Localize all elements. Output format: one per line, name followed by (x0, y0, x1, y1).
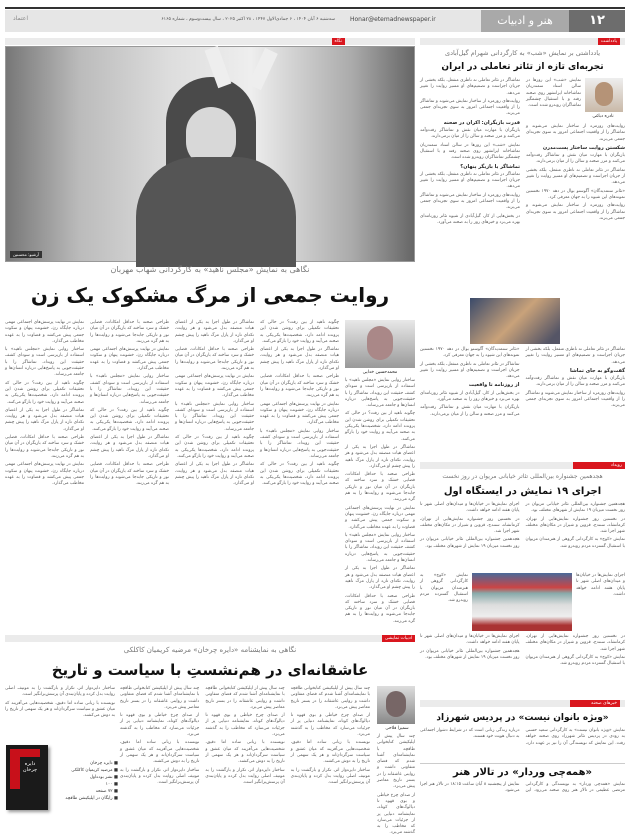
paragraph: هجدهمین جشنواره بین‌المللی تئاتر خیابانی مریوان در روز نخست میزبان ۱۹ نمایش از شهرهای مختلف بود. (420, 648, 520, 660)
paragraph: از صدای چرخ خیاطی و بوی قهوه تا دیالوگ‌های کوتاه، نمایشنامه دنیایی پر از جزئیات می‌سازد که مخاطب را به گذشته می‌برد. (377, 792, 415, 836)
paragraph: «تئاتر ستمدیدگان» آگوستو بوال در دهه ۱۹۷۰ نخستین نمونه‌های این شیوه را به جهان معرفی کرد. (420, 347, 520, 359)
author-photo (345, 320, 415, 368)
paragraph: روایت‌های روزمره از ساختار نمایش می‌شوند و تماشاگر را از واقعیت اجتماعی امروز به سوی تجربه‌ای جمعی می‌برند. (420, 98, 520, 117)
subheading: تماشاگر یا بازیگر پنهان؟ (460, 163, 520, 170)
paragraph: تماشاگر در طول اجرا به یکی از اعضای هیات منصفه بدل می‌شود و هر روایت، تکه‌ای تازه از پازل مرگ ناهید را پیش چشم او می‌گذارد. (345, 444, 415, 469)
event-body-side (576, 573, 625, 631)
paragraph: ساختار روایی نمایش «مجلس ناهید» با استفاده از بازیرسی است و سودای کشف حقیقت این رویداد، تماشاگر را با حقیقت‌جویی به پاسخ‌هایی درباره انسان‌ها و جامعه می‌رساند. (5, 347, 84, 378)
paragraph: نمایش در نهایت پرسش‌های اجتماعی مهمی درباره جایگاه زن، خشونت پنهان و سکوت جمعی پیش می‌کشد و قضاوت را به عهده مخاطب می‌گذارد. (5, 320, 84, 344)
book-info-item: ■ مرضیه کریمیان کاکلکی (71, 768, 118, 773)
paragraph: بازیگران با مهارت میان نقش و تماشاگر رفت‌وآمد می‌کنند و مرز صحنه و سالن را از میان برمی‌دارند. (526, 153, 625, 165)
paragraph: نمایش در نهایت پرسش‌های اجتماعی مهمی درباره جایگاه زن، خشونت پنهان و سکوت جمعی پیش می‌کشد و قضاوت را به عهده مخاطب می‌گذارد. (345, 505, 415, 530)
photo-credit: آرشیو: محسنین (10, 251, 42, 258)
paragraph: طراحی صحنه با حداقل امکانات، فضایی خشک و سرد ساخته که بازیگران در آن میان نور و تاریکی جابه‌جا می‌شوند و روایت‌ها را به هم گره می‌زنند. (175, 347, 254, 372)
right-body-intro (526, 78, 581, 122)
news-label-bar (420, 700, 625, 707)
paragraph: نمایش «شب» این روزها در سالن استاد سمندریان تماشاخانه ایرانشهر روی صحنه رفته و با استقبال چشمگیر تماشاگران روبه‌رو شده است. (526, 78, 581, 109)
paragraph: بازیگران با مهارت میان نقش و تماشاگر رفت‌وآمد می‌کنند و مرز صحنه و سالن را از میان برمی‌دارند. (420, 128, 520, 140)
paragraph: هجدهمین جشنواره بین‌المللی تئاتر خیابانی مریوان در روز نخست میزبان ۱۹ نمایش از شهرهای مختلف بود. (420, 537, 520, 549)
news-headline: «همه‌چی وردار» در تالار هنر (453, 767, 592, 778)
event-kicker: هجدهمین جشنواره بین‌المللی تئاتر خیابانی مریوان در روز نخست (442, 473, 603, 480)
paragraph: نمایش «شب» این روزها در سالن استاد سمندریان تماشاخانه ایرانشهر روی صحنه رفته و با استقبال چشمگیر تماشاگران روبه‌رو شده است. (420, 142, 520, 161)
paragraph: طراحی صحنه با حداقل امکانات، فضایی خشک و سرد ساخته که بازیگران در آن میان نور و تاریکی جابه‌جا می‌شوند و روایت‌ها را به هم گره می‌زنند. (5, 435, 84, 459)
paragraph: ساختار دایره‌وار اثر، تکرار و بازگشت را به موتیف اصلی روایت بدل کرده و پایان‌بندی آن پرسش‌برانگیز است. (5, 686, 115, 698)
main-headline: روایت جمعی از مرگ مشکوک یک زن (30, 283, 390, 307)
book-info-item: ■ ۱۰۰ (105, 782, 118, 787)
paragraph: ساختار روایی نمایش «مجلس ناهید» با استفاده از بازیرسی است و سودای کشف حقیقت این رویداد، تماشاگر را با حقیقت‌جویی به پاسخ‌هایی درباره انسان‌ها و جامعه می‌رساند. (345, 378, 415, 409)
paragraph: نویسنده با زبانی ساده اما دقیق، شخصیت‌هایی می‌آفریند که میان عشق و سیاست سرگردان‌اند و هر یک سهمی از تاریخ را به دوش می‌کشند. (120, 740, 200, 765)
paragraph: تماشاگر در طول اجرا به یکی از اعضای هیات منصفه بدل می‌شود و هر روایت، تکه‌ای تازه از پازل مرگ ناهید را پیش چشم او می‌گذارد. (345, 566, 415, 591)
paragraph: نمایش «کوچ» به کارگردانی گروهی از هنرمندان مریوان با استقبال گسترده مردم روبه‌رو شد. (420, 573, 468, 604)
book-info-item: ■ دایره چرخان (90, 761, 118, 766)
paragraph: تماشاگر در تئاتر تعاملی نه ناظری منفعل، بلکه بخشی از جریان اجراست و تصمیم‌های او مسیر روایت را تغییر می‌دهد. (525, 347, 625, 365)
paragraph: ساختار روایی نمایش «مجلس ناهید» با استفاده از بازیرسی است و سودای کشف حقیقت این رویداد، تماشاگر را با حقیقت‌جویی به پاسخ‌هایی درباره انسان‌ها و جامعه می‌رساند. (175, 401, 254, 432)
paragraph: نمایش در نهایت پرسش‌های اجتماعی مهمی درباره جایگاه زن، خشونت پنهان و سکوت جمعی پیش می‌کشد و قضاوت را به عهده مخاطب می‌گذارد. (90, 347, 169, 372)
paragraph: چند سال پیش از اپلیکیشن کتابخوانی طاقچه با نمایشنامه‌ای آشنا شدم که فضای متفاوتی داشت و روایتی عاشقانه را در بستر تاریخ معاصر پیش می‌برد. (205, 686, 285, 710)
paragraph: در بخش‌هایی از کار، گیل‌آبادی از شیوه تئاتر روزنامه‌ای بهره می‌برد و خبرهای روز را به صحنه می‌آورد. (420, 390, 520, 403)
second-body-col (5, 686, 115, 728)
news-headline: «ویژه بانوان نیست» در پردیس شهرزاد (436, 713, 609, 723)
paragraph: در بخش‌هایی از کار، گیل‌آبادی از شیوه تئاتر روزنامه‌ای بهره می‌برد و خبرهای روز را به صحنه می‌آورد. (420, 213, 520, 225)
news-body: نمایش «ویژه بانوان نیست» به کارگردانی سعید حسنی به زودی در پردیس تئاتر شهرزاد روی صحنه خواهد رفت. این نمایش که نویسندگی آن را نیز بر عهده دارد، درباره زندگی زنانی است که در شرایط دشوار اجتماعی به دنبال هویت خود هستند. (420, 728, 625, 746)
paragraph: نمایش در نهایت پرسش‌های اجتماعی مهمی درباره جایگاه زن، خشونت پنهان و سکوت جمعی پیش می‌کشد و قضاوت را به عهده مخاطب می‌گذارد. (5, 462, 84, 487)
author-name: محمدحسین خدایی (362, 370, 398, 375)
subheading: گفت‌وگو به جای تماشا (569, 367, 625, 374)
paragraph: تماشاگر در طول اجرا به یکی از اعضای هیات منصفه بدل می‌شود و هر روایت، تکه‌ای تازه از پازل مرگ ناهید را پیش چشم او می‌گذارد. (175, 462, 254, 487)
paragraph: اجرای نمایش‌ها در خیابان‌ها و میدان‌های اصلی شهر تا پایان هفته ادامه خواهد داشت. (420, 502, 520, 514)
right-label: یادداشت (598, 38, 620, 45)
main-body-col1 (345, 378, 415, 632)
page-number: ۱۲ (569, 10, 625, 32)
paragraph: چگونه ناهید از بین رفت؟ در حالی که تحقیقات تکمیلی برای روشن شدن این پرونده ادامه دارد، شخصیت‌ها یکی‌یکی به صحنه می‌آیند و روایت خود را بازگو می‌کنند. (90, 407, 169, 432)
subheading: شکستن روایت ساختار پست‌مدرن (542, 144, 625, 151)
page-header (5, 10, 625, 32)
paragraph: تماشاگر در تئاتر تعاملی نه ناظری منفعل، بلکه بخشی از جریان اجراست و تصمیم‌های او مسیر روایت را تغییر می‌دهد. (526, 167, 625, 186)
main-body (5, 320, 339, 632)
paragraph: طراحی صحنه با حداقل امکانات، فضایی خشک و سرد ساخته که بازیگران در آن میان نور و تاریکی جابه‌جا می‌شوند و روایت‌ها را به هم گره می‌زنند. (90, 462, 169, 487)
paragraph: تماشاگر در طول اجرا به یکی از اعضای هیات منصفه بدل می‌شود و هر روایت، تکه‌ای تازه از پازل مرگ ناهید را پیش چشم او می‌گذارد. (5, 407, 84, 432)
book-title: دایره چرخان (22, 761, 38, 773)
right-body-top-left (420, 78, 520, 296)
paragraph: از صدای چرخ خیاطی و بوی قهوه تا دیالوگ‌های کوتاه، نمایشنامه دنیایی پر از جزئیات می‌سازد که مخاطب را به گذشته می‌برد. (120, 713, 200, 738)
paragraph: روایت‌های روزمره از ساختار نمایش می‌شوند و تماشاگر را از واقعیت اجتماعی امروز به سوی تجربه‌ای جمعی می‌برند. (420, 192, 520, 211)
author-photo (377, 686, 415, 724)
paragraph: بازیگران با مهارت میان نقش و تماشاگر رفت‌وآمد می‌کنند و مرز صحنه و سالن را از میان برمی‌دارند. (525, 376, 625, 388)
book-cover (6, 745, 48, 810)
paragraph: تماشاگر در طول اجرا به یکی از اعضای هیات منصفه بدل می‌شود و هر روایت، تکه‌ای تازه از پازل مرگ ناهید را پیش چشم او می‌گذارد. (90, 435, 169, 459)
main-label-bar (5, 38, 415, 45)
paragraph: در نخستین روز جشنواره نمایش‌هایی از تهران، کرمانشاه، سنندج، قزوین و شیراز در مکان‌های مختلف شهر اجرا شد. (525, 634, 625, 652)
paragraph: از صدای چرخ خیاطی و بوی قهوه تا دیالوگ‌های کوتاه، نمایشنامه دنیایی پر از جزئیات می‌سازد که مخاطب را به گذشته می‌برد. (290, 713, 370, 738)
news-body: نمایش «همه‌چی وردار» به نویسندگی و کارگردانی مرتضی عظیمی در تالار هنر روی صحنه می‌رود. این نمایش از پنجشنبه ۸ آبان ساعت ۱۸:۱۵ در تالار هنر اجرا می‌شود. (420, 782, 625, 794)
paragraph: روایت‌های روزمره از ساختار نمایش می‌شوند و تماشاگر را از واقعیت اجتماعی امروز به سوی تجربه‌ای جمعی می‌برند. (526, 124, 625, 142)
event-body-side (420, 573, 468, 631)
main-kicker: نگاهی به نمایش «مجلس ناهید» به کارگردانی شهاب مهربان (110, 265, 310, 274)
paragraph: ساختار روایی نمایش «مجلس ناهید» با استفاده از بازیرسی است و سودای کشف حقیقت این رویداد، تماشاگر را با حقیقت‌جویی به پاسخ‌هایی درباره انسان‌ها و جامعه می‌رساند. (345, 532, 415, 564)
paragraph: طراحی صحنه با حداقل امکانات، فضایی خشک و سرد ساخته که بازیگران در آن میان نور و تاریکی جابه‌جا می‌شوند و روایت‌ها را به هم گره می‌زنند. (345, 472, 415, 503)
paragraph: تماشاگر در تئاتر تعاملی نه ناظری منفعل، بلکه بخشی از جریان اجراست و تصمیم‌های او مسیر روایت را تغییر می‌دهد. (420, 171, 520, 190)
paragraph: ساختار روایی نمایش «مجلس ناهید» با استفاده از بازیرسی است و سودای کشف حقیقت این رویداد، تماشاگر را با حقیقت‌جویی به پاسخ‌هایی درباره انسان‌ها و جامعه می‌رساند. (260, 428, 339, 459)
festival-photo (472, 573, 572, 631)
paragraph: در نخستین روز جشنواره نمایش‌هایی از تهران، کرمانشاه، سنندج، قزوین و شیراز در مکان‌های مختلف شهر اجرا شد. (420, 516, 520, 535)
event-body-bottom (420, 634, 625, 694)
news-label: خبرهای صحنه (570, 700, 620, 707)
paragraph: چگونه ناهید از بین رفت؟ در حالی که تحقیقات تکمیلی برای روشن شدن این پرونده ادامه دارد، شخصیت‌ها یکی‌یکی به صحنه می‌آیند و روایت خود را بازگو می‌کنند. (260, 462, 339, 487)
book-info-item: ■ ۷۲ صفحه (95, 789, 118, 794)
paragraph: نویسنده با زبانی ساده اما دقیق، شخصیت‌هایی می‌آفریند که میان عشق و سیاست سرگردان‌اند و هر یک سهمی از تاریخ را به دوش می‌کشند. (5, 700, 115, 719)
subheading: از روزنامه تا واقعیت (468, 382, 520, 389)
paragraph: ساختار دایره‌وار اثر، تکرار و بازگشت را به موتیف اصلی روایت بدل کرده و پایان‌بندی آن پرسش‌برانگیز است. (120, 767, 200, 786)
second-headline: عاشقانه‌ای در هم‌نشستِ با سیاست و تاریخ (51, 661, 369, 679)
paragraph: اجرای نمایش‌ها در خیابان‌ها و میدان‌های اصلی شهر تا پایان هفته ادامه خواهد داشت. (576, 573, 625, 597)
paragraph: نمایش «کوچ» به کارگردانی گروهی از هنرمندان مریوان با استقبال گسترده مردم روبه‌رو شد. (525, 654, 625, 667)
right-label-bar (420, 38, 625, 45)
paragraph: چگونه ناهید از بین رفت؟ در حالی که تحقیقات تکمیلی برای روشن شدن این پرونده ادامه دارد، شخصیت‌ها یکی‌یکی به صحنه می‌آیند و روایت خود را بازگو می‌کنند. (5, 380, 84, 405)
paragraph: چگونه ناهید از بین رفت؟ در حالی که تحقیقات تکمیلی برای روشن شدن این پرونده ادامه دارد، شخصیت‌ها یکی‌یکی به صحنه می‌آیند و روایت خود را بازگو می‌کنند. (175, 435, 254, 459)
paragraph: روایت‌های روزمره از ساختار نمایش می‌شوند و تماشاگر را از واقعیت اجتماعی امروز به سوی تجربه‌ای جمعی می‌برند. (525, 390, 625, 409)
theater-photo (470, 298, 560, 344)
divider (420, 763, 625, 764)
main-photo (5, 46, 415, 262)
right-body-top-right (526, 124, 625, 296)
event-label-bar (420, 462, 625, 469)
paragraph: ساختار روایی نمایش «مجلس ناهید» با استفاده از بازیرسی است و سودای کشف حقیقت این رویداد، تماشاگر را با حقیقت‌جویی به پاسخ‌هایی درباره انسان‌ها و جامعه می‌رساند. (90, 374, 169, 405)
book-info-list (52, 760, 118, 802)
author-photo (585, 78, 623, 112)
paragraph: نویسنده با زبانی ساده اما دقیق، شخصیت‌هایی می‌آفریند که میان عشق و سیاست سرگردان‌اند و هر یک سهمی از تاریخ را به دوش می‌کشند. (205, 740, 285, 765)
book-info-item: ■ نشر بوده‌اول (89, 775, 118, 780)
top-rule (5, 7, 625, 9)
event-label: رویداد (573, 462, 625, 469)
paragraph: چند سال پیش از اپلیکیشن کتابخوانی طاقچه با نمایشنامه‌ای آشنا شدم که فضای متفاوتی داشت و روایتی عاشقانه را در بستر تاریخ معاصر پیش می‌برد. (120, 686, 200, 710)
right-headline: تجربه‌ای تازه از تئاتر تعاملی در ایران (441, 62, 604, 72)
paragraph: «تئاتر ستمدیدگان» آگوستو بوال در دهه ۱۹۷۰ نخستین نمونه‌های این شیوه را به جهان معرفی کرد. (526, 188, 625, 200)
paragraph: طراحی صحنه با حداقل امکانات، فضایی خشک و سرد ساخته که بازیگران در آن میان نور و تاریکی جابه‌جا می‌شوند و روایت‌ها را به هم گره می‌زنند. (345, 593, 415, 624)
paragraph: چگونه ناهید از بین رفت؟ در حالی که تحقیقات تکمیلی برای روشن شدن این پرونده ادامه دارد، شخصیت‌ها یکی‌یکی به صحنه می‌آیند و روایت خود را بازگو می‌کنند. (260, 320, 339, 344)
paragraph: نمایش در نهایت پرسش‌های اجتماعی مهمی درباره جایگاه زن، خشونت پنهان و سکوت جمعی پیش می‌کشد و قضاوت را به عهده مخاطب می‌گذارد. (175, 374, 254, 399)
email-link[interactable]: Honar@etemadnewspaper.ir (350, 16, 436, 23)
event-headline: اجرای ۱۹ نمایش در ایستگاه اول (443, 486, 602, 497)
book-info-item: ■ رایگان در اپلیکیشن طاقچه (65, 796, 118, 801)
paragraph: روایت‌های روزمره از ساختار نمایش می‌شوند و تماشاگر را از واقعیت اجتماعی امروز به سوی تجربه‌ای جمعی می‌برند. (526, 203, 625, 221)
right-kicker: یادداشتی بر نمایش «شب» به کارگردانی شهرام گیل‌آبادی (444, 49, 601, 57)
paragraph: بازیگران با مهارت میان نقش و تماشاگر رفت‌وآمد می‌کنند و مرز صحنه و سالن را از میان برمی‌دارند. (420, 405, 520, 417)
paragraph: تماشاگر در طول اجرا به یکی از اعضای هیات منصفه بدل می‌شود و هر روایت، تکه‌ای تازه از پازل مرگ ناهید را پیش چشم او می‌گذارد. (260, 347, 339, 372)
issue-date: سه‌شنبه ۶ آبان ۱۴۰۴ ، ۶ جمادی‌الاول ۱۴۴۷ ، ۲۸ اکتبر ۲۰۲۵ ، سال بیست‌وسوم ، شماره ۶۱۶۵ (161, 17, 335, 22)
paragraph: هجدهمین جشنواره بین‌المللی تئاتر خیابانی مریوان در روز نخست میزبان ۱۹ نمایش از شهرهای مختلف بود. (525, 502, 625, 514)
paragraph: از صدای چرخ خیاطی و بوی قهوه تا دیالوگ‌های کوتاه، نمایشنامه دنیایی پر از جزئیات می‌سازد که مخاطب را به گذشته می‌برد. (205, 713, 285, 738)
subheading: قدرت بازیگران: اکران در صحنه (443, 119, 520, 126)
paragraph: ساختار دایره‌وار اثر، تکرار و بازگشت را به موتیف اصلی روایت بدل کرده و پایان‌بندی آن پرسش‌برانگیز است. (205, 767, 285, 786)
paragraph: چند سال پیش از اپلیکیشن کتابخوانی طاقچه با نمایشنامه‌ای آشنا شدم که فضای متفاوتی داشت و روایتی عاشقانه را در بستر تاریخ معاصر پیش می‌برد. (377, 734, 415, 790)
paragraph: نمایش در نهایت پرسش‌های اجتماعی مهمی درباره جایگاه زن، خشونت پنهان و سکوت جمعی پیش می‌کشد و قضاوت را به عهده مخاطب می‌گذارد. (260, 401, 339, 426)
paragraph: نمایش «کوچ» به کارگردانی گروهی از هنرمندان مریوان با استقبال گسترده مردم روبه‌رو شد. (525, 537, 625, 549)
paragraph: چگونه ناهید از بین رفت؟ در حالی که تحقیقات تکمیلی برای روشن شدن این پرونده ادامه دارد، شخصیت‌ها یکی‌یکی به صحنه می‌آیند و روایت خود را بازگو می‌کنند. (345, 411, 415, 442)
second-label: ادبیات نمایشی (382, 635, 415, 642)
paragraph: نویسنده با زبانی ساده اما دقیق، شخصیت‌هایی می‌آفریند که میان عشق و سیاست سرگردان‌اند و هر یک سهمی از تاریخ را به دوش می‌کشند. (290, 740, 370, 765)
second-label-bar (5, 635, 415, 642)
right-body-bottom (420, 347, 625, 458)
second-body (120, 686, 370, 816)
section-title: هنر و ادبیات (481, 10, 569, 32)
author-name: نادره دباغی (592, 114, 614, 119)
event-body (420, 502, 625, 571)
paragraph: ساختار دایره‌وار اثر، تکرار و بازگشت را به موتیف اصلی روایت بدل کرده و پایان‌بندی آن پرسش‌برانگیز است. (290, 767, 370, 786)
main-label: نگاه (332, 38, 345, 45)
paragraph: اجرای نمایش‌ها در خیابان‌ها و میدان‌های اصلی شهر تا پایان هفته ادامه خواهد داشت. (420, 634, 520, 646)
paragraph: چند سال پیش از اپلیکیشن کتابخوانی طاقچه با نمایشنامه‌ای آشنا شدم که فضای متفاوتی داشت و روایتی عاشقانه را در بستر تاریخ معاصر پیش می‌برد. (290, 686, 370, 710)
paragraph: تماشاگر در طول اجرا به یکی از اعضای هیات منصفه بدل می‌شود و هر روایت، تکه‌ای تازه از پازل مرگ ناهید را پیش چشم او می‌گذارد. (175, 320, 254, 344)
second-body-col (377, 734, 415, 836)
paragraph: تماشاگر در تئاتر تعاملی نه ناظری منفعل، بلکه بخشی از جریان اجراست و تصمیم‌های او مسیر روایت را تغییر می‌دهد. (420, 361, 520, 380)
author-name: سمیرا فلاحی (385, 726, 409, 731)
paragraph: طراحی صحنه با حداقل امکانات، فضایی خشک و سرد ساخته که بازیگران در آن میان نور و تاریکی جابه‌جا می‌شوند و روایت‌ها را به هم گره می‌زنند. (90, 320, 169, 344)
second-kicker: نگاهی به نمایشنامه «دایره چرخان» مرضیه کریمیان کاکلکی (123, 646, 297, 654)
paragraph: تماشاگر در تئاتر تعاملی نه ناظری منفعل، بلکه بخشی از جریان اجراست و تصمیم‌های او مسیر روایت را تغییر می‌دهد. (420, 78, 520, 96)
paragraph: طراحی صحنه با حداقل امکانات، فضایی خشک و سرد ساخته که بازیگران در آن میان نور و تاریکی جابه‌جا می‌شوند و روایت‌ها را به هم گره می‌زنند. (260, 374, 339, 399)
newspaper-logo: اعتماد (13, 15, 29, 22)
paragraph: در نخستین روز جشنواره نمایش‌هایی از تهران، کرمانشاه، سنندج، قزوین و شیراز در مکان‌های مختلف شهر اجرا شد. (525, 516, 625, 535)
